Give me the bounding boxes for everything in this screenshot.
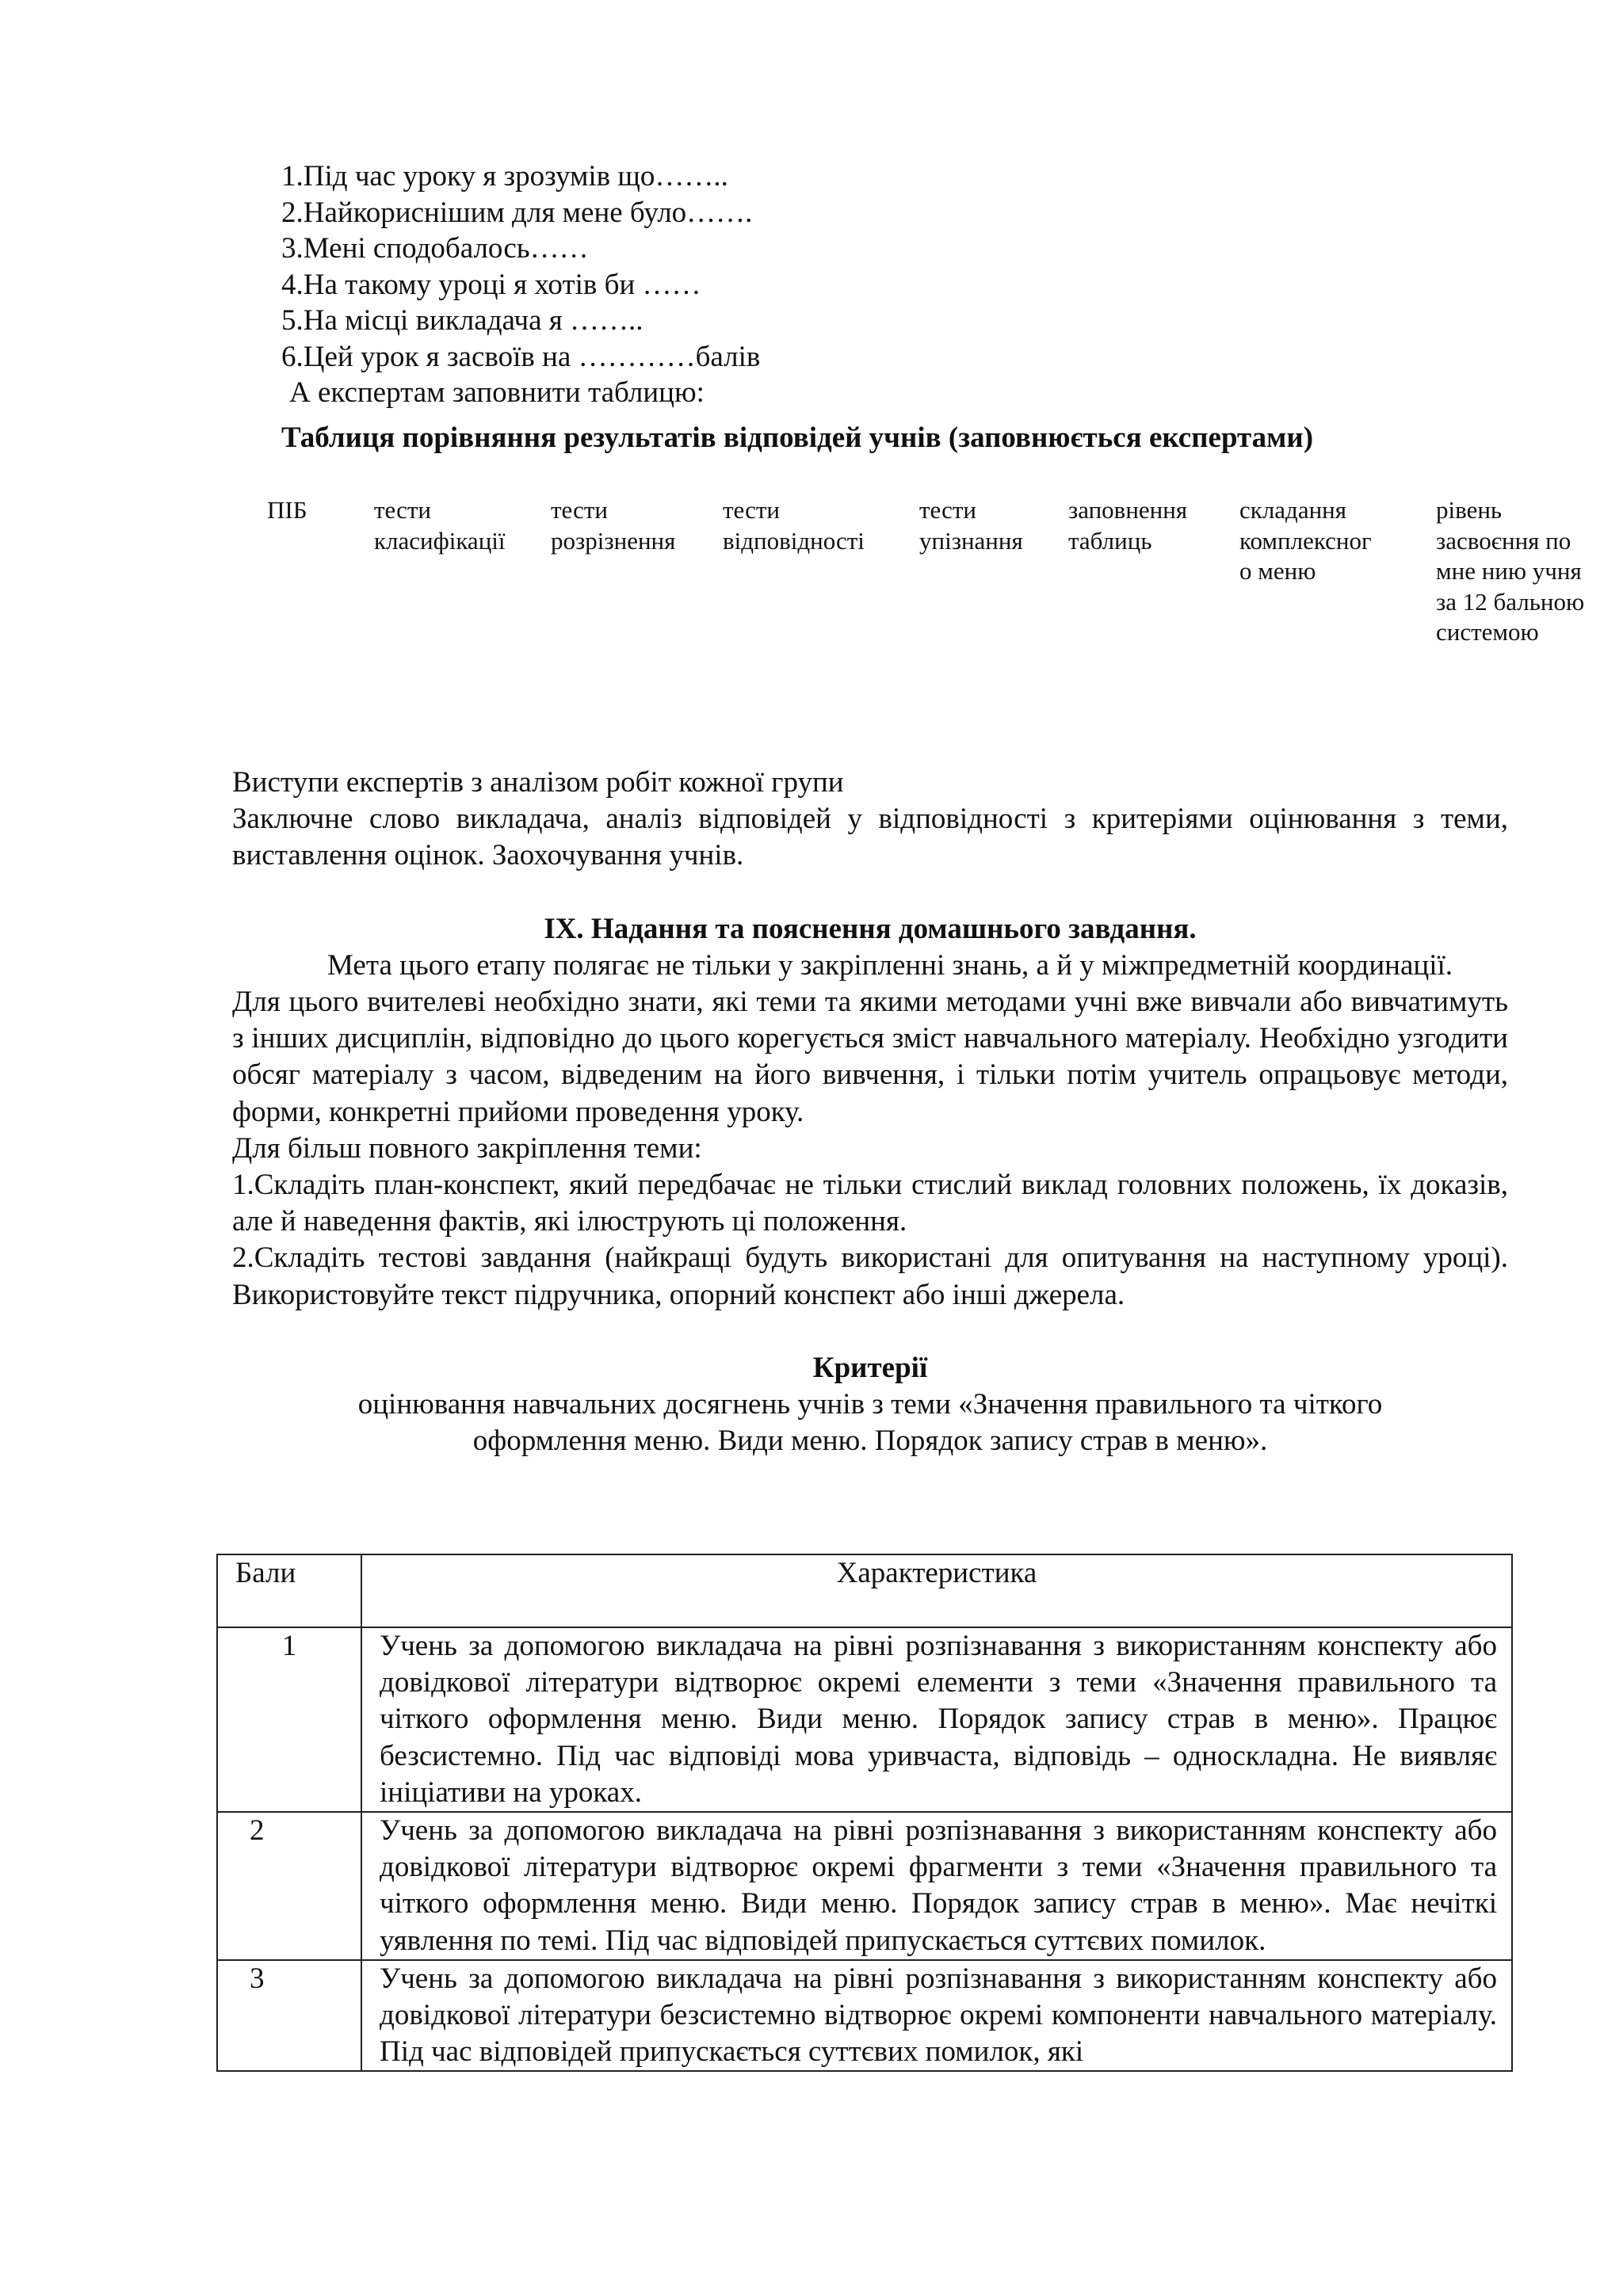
- criteria-row: [217, 1812, 1512, 1960]
- column-header-text: системою: [1436, 618, 1539, 646]
- homework-task: 1.Складіть план-конспект, який передбачає не тільки стислий виклад головних положень, їх доказів, але й наведення фактів, які ілюструють ці положення.: [232, 1169, 1508, 1238]
- criteria-description: Учень за допомогою викладача на рівні розпізнавання з використанням конспекту або довідкової літератури безсистемно відтворює окремі компоненти навчального матеріалу. Під час відповідей припускається суттєвих помилок, які: [361, 1960, 1512, 2072]
- criteria-score: 1: [217, 1627, 361, 1812]
- body-text: [232, 765, 1508, 1459]
- reflection-item: 3.Мені сподобалось……: [281, 232, 589, 265]
- column-header-text: о меню: [1239, 557, 1316, 585]
- criteria-score: 2: [217, 1812, 361, 1960]
- criteria-description: Учень за допомогою викладача на рівні розпізнавання з використанням конспекту або довідкової літератури відтворює окремі елементи з теми «Значення правильного та чіткого оформлення меню. Види меню. Порядок запису страв в меню». Працює безсистемно. Під час відповіді мова уривчаста, відповідь – односкладна. Не виявляє ініціативи на уроках.: [361, 1627, 1512, 1812]
- column-header-pib: [267, 495, 307, 526]
- column-header-text: тести: [919, 496, 976, 524]
- column-header-text: рівень: [1436, 496, 1503, 524]
- column-header-text: тести: [374, 496, 431, 524]
- reflection-item: 4.На такому уроці я хотів би ……: [281, 268, 701, 301]
- expert-intro: А експертам заповнити таблицю:: [289, 376, 705, 409]
- column-header-distinction-tests: [551, 495, 675, 556]
- column-header-text: тести: [551, 496, 608, 524]
- column-header-text: розрізнення: [551, 526, 676, 555]
- homework-paragraph: Мета цього етапу полягає не тільки у закріпленні знань, а й у міжпредметній координації.: [327, 948, 1453, 982]
- homework-task: 2.Складіть тестові завдання (найкращі будуть використані для опитування на наступному уроці). Використовуйте текст підручника, опорний конспект або інші джерела.: [232, 1241, 1508, 1311]
- reflection-item: 5.На місці викладача я ……..: [281, 304, 643, 337]
- comparison-table-title: Таблиця порівняння результатів відповідей учнів (заповнюється експертами): [281, 421, 1314, 454]
- column-header-menu-compiling: [1239, 495, 1372, 587]
- column-header-text: за 12 бальною: [1436, 587, 1585, 616]
- column-header-text: класифікації: [374, 526, 506, 555]
- column-header-text: упізнання: [919, 526, 1023, 555]
- criteria-subtitle: оформлення меню. Види меню. Порядок запису страв в меню».: [472, 1425, 1268, 1458]
- criteria-row: [217, 1627, 1512, 1812]
- column-header-classification-tests: [374, 495, 506, 556]
- column-header-text: таблиць: [1068, 526, 1152, 555]
- column-header-mastery-level: [1436, 495, 1584, 648]
- criteria-subtitle: оцінювання навчальних досягнень учнів з теми «Значення правильного та чіткого: [357, 1388, 1383, 1421]
- column-header-text: складання: [1239, 496, 1347, 524]
- reflection-item: 6.Цей урок я засвоїв на …………балів: [281, 340, 761, 373]
- homework-paragraph: Для цього вчителеві необхідно знати, які теми та якими методами учні вже вивчали або вивчатимуть з інших дисциплін, відповідно до цього корегується зміст навчального матеріалу. Необхідно узгодити обсяг матеріалу з часом, відведеним на його вивчення, і тільки потім учитель опрацьовує методи, форми, конкретні прийоми проведення уроку.: [232, 986, 1508, 1128]
- criteria-header-row: [217, 1554, 1512, 1627]
- column-header-matching-tests: [723, 495, 865, 556]
- criteria-title: Критерії: [812, 1351, 928, 1384]
- column-header-text: комплексног: [1239, 526, 1372, 555]
- criteria-heading: [232, 1350, 1508, 1460]
- criteria-description: Учень за допомогою викладача на рівні розпізнавання з використанням конспекту або довідкової літератури відтворює окремі фрагменти з теми «Значення правильного та чіткого оформлення меню. Види меню. Порядок запису страв в меню». Має нечіткі уявлення по темі. Під час відповідей припускається суттєвих помилок.: [361, 1812, 1512, 1960]
- reflection-item: 2.Найкориснішим для мене було…….: [281, 196, 753, 229]
- column-header-text: відповідності: [723, 526, 865, 555]
- column-header-text: мне нию учня: [1436, 557, 1582, 585]
- homework-heading: ІХ. Надання та пояснення домашнього завдання.: [544, 912, 1197, 945]
- column-header-text: заповнення: [1068, 496, 1188, 524]
- column-header-text: ПІБ: [267, 496, 307, 524]
- homework-paragraph: Для більш повного закріплення теми:: [232, 1131, 702, 1165]
- column-header-table-filling: [1068, 495, 1187, 556]
- criteria-row: [217, 1960, 1512, 2072]
- closing-line: Виступи експертів з аналізом робіт кожної групи: [232, 766, 844, 799]
- header-score: Бали: [217, 1554, 361, 1627]
- criteria-score: 3: [217, 1960, 361, 2072]
- header-description: Характеристика: [361, 1554, 1512, 1627]
- column-header-text: засвоєння по: [1436, 526, 1571, 555]
- reflection-list: [281, 158, 1470, 375]
- reflection-item: 1.Під час уроку я зрозумів що……..: [281, 160, 728, 193]
- criteria-table: [216, 1554, 1513, 2072]
- column-header-recognition-tests: [919, 495, 1023, 556]
- column-header-text: тести: [723, 496, 780, 524]
- closing-paragraph: Заключне слово викладача, аналіз відповідей у відповідності з критеріями оцінювання з теми, виставлення оцінок. Заохочування учнів.: [232, 803, 1508, 872]
